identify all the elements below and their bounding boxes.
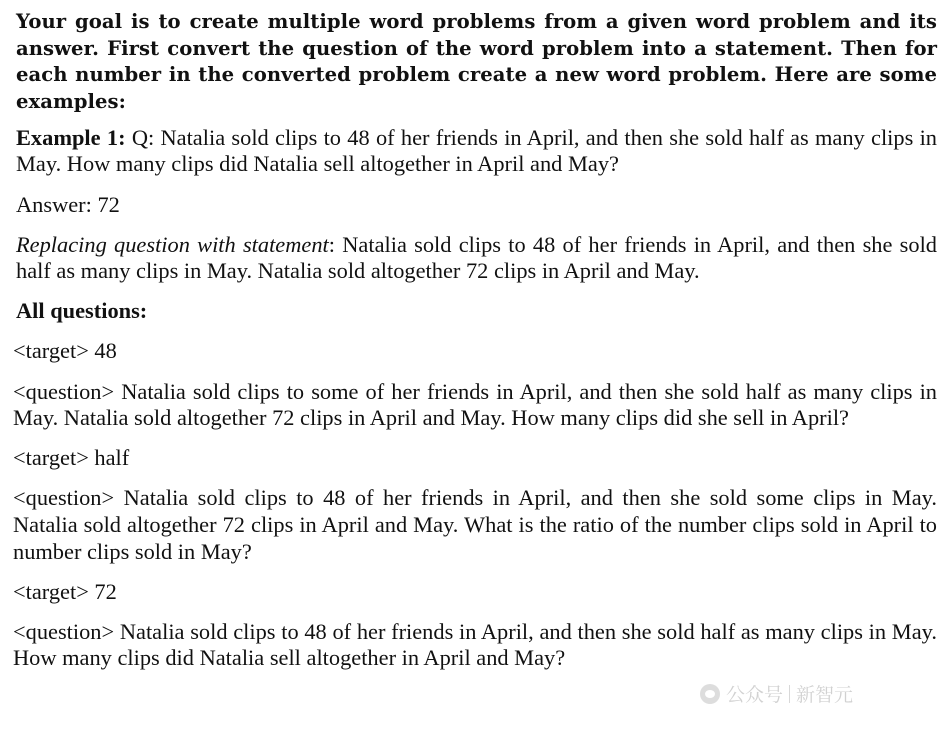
example-answer: Answer: 72 <box>16 191 120 217</box>
target-line: <target> half <box>13 445 130 471</box>
target-line: <target> 48 <box>13 338 117 364</box>
wechat-icon <box>700 684 720 704</box>
question-line: <question> Natalia sold clips to some of her friends in April, and then she sold half as many clips in May. Natalia sold altogether 72 clips in April and May. How many clips did she sell in April? <box>13 378 937 431</box>
watermark-text-right: 新智元 <box>796 684 854 706</box>
example-question <box>16 125 937 178</box>
example-statement <box>16 232 937 285</box>
example-question-text: Q: Natalia sold clips to 48 of her friends in April, and then she sold half as many clips in May. How many clips did Natalia sell altogether in April and May? <box>16 124 937 177</box>
statement-text: : Natalia sold clips to 48 of her friends in April, and then she sold half as many clips in May. Natalia sold altogether 72 clips in April and May. <box>16 231 938 284</box>
statement-label: Replacing question with statement <box>16 231 329 257</box>
question-line: <question> Natalia sold clips to 48 of her friends in April, and then she sold half as many clips in May. How many clips did Natalia sell altogether in April and May? <box>13 618 937 671</box>
all-questions-heading: All questions: <box>16 298 148 324</box>
intro-instructions: Your goal is to create multiple word problems from a given word problem and its answer. First convert the question of the word problem into a statement. Then for each number in the converted problem create a new word problem. Here are some examples: <box>16 10 937 113</box>
target-line: <target> 72 <box>13 578 117 604</box>
example-label: Example 1: <box>16 124 126 150</box>
document-body <box>13 9 938 685</box>
question-line: <question> Natalia sold clips to 48 of her friends in April, and then she sold some clips in May. Natalia sold altogether 72 clips in April and May. What is the ratio of the number clips sold in April to number clips sold in May? <box>13 485 937 564</box>
watermark-divider <box>789 685 790 703</box>
watermark-text-left: 公众号 <box>726 684 784 706</box>
